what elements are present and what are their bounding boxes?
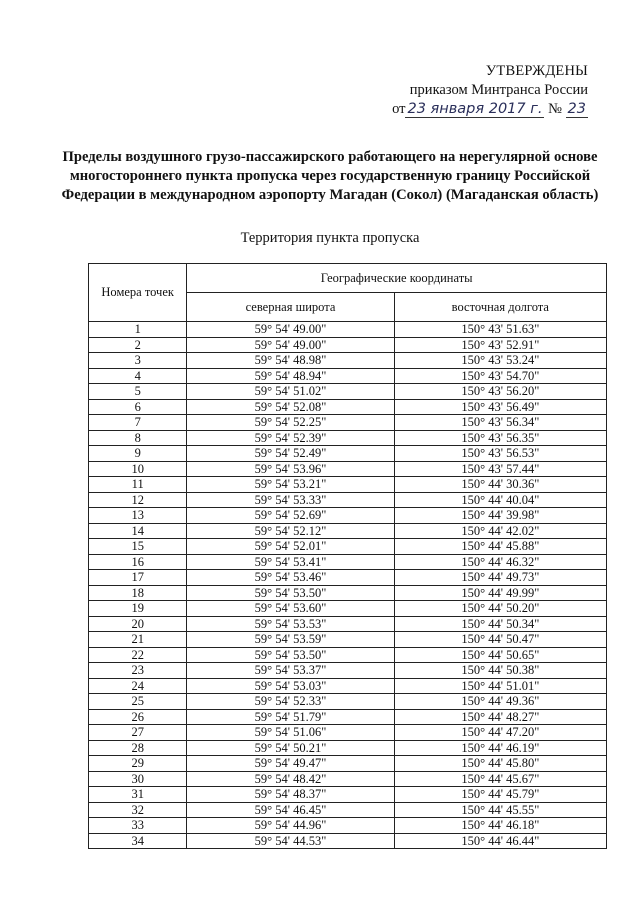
longitude-cell: 150° 44' 49.36": [394, 694, 606, 710]
point-number-cell: 15: [89, 539, 187, 555]
table-row: [89, 725, 607, 741]
table-row: [89, 368, 607, 384]
table-row: [89, 554, 607, 570]
table-row: [89, 601, 607, 617]
latitude-cell: 59° 54' 52.39": [187, 430, 394, 446]
latitude-cell: 59° 54' 49.47": [187, 756, 394, 772]
table-body: [89, 322, 607, 849]
handwritten-date: 23 января 2017 г.: [407, 101, 543, 117]
longitude-cell: 150° 43' 54.70": [394, 368, 606, 384]
latitude-cell: 59° 54' 53.37": [187, 663, 394, 679]
longitude-cell: 150° 44' 45.79": [394, 787, 606, 803]
longitude-cell: 150° 44' 50.34": [394, 616, 606, 632]
table-row: [89, 585, 607, 601]
point-number-cell: 22: [89, 647, 187, 663]
point-number-cell: 31: [89, 787, 187, 803]
point-number-cell: 9: [89, 446, 187, 462]
approval-order-line: приказом Минтранса России: [409, 82, 588, 98]
latitude-cell: 59° 54' 53.50": [187, 585, 394, 601]
table-row: [89, 430, 607, 446]
point-number-cell: 8: [89, 430, 187, 446]
point-number-cell: 32: [89, 802, 187, 818]
table-row: [89, 740, 607, 756]
latitude-cell: 59° 54' 48.98": [187, 353, 394, 369]
header-geo-coordinates: Географические координаты: [187, 264, 607, 293]
longitude-cell: 150° 44' 51.01": [394, 678, 606, 694]
table-row: [89, 539, 607, 555]
coordinates-table: [88, 263, 607, 849]
table-row: [89, 492, 607, 508]
latitude-cell: 59° 54' 53.96": [187, 461, 394, 477]
latitude-cell: 59° 54' 53.50": [187, 647, 394, 663]
point-number-cell: 11: [89, 477, 187, 493]
longitude-cell: 150° 44' 50.47": [394, 632, 606, 648]
table-row: [89, 771, 607, 787]
latitude-cell: 59° 54' 52.49": [187, 446, 394, 462]
table-row: [89, 632, 607, 648]
document-title: Пределы воздушного грузо-пассажирского работающего на нерегулярной основе многостороннего пункта пропуска через государственную границу Российской Федерации в международном аэропорту Магадан (Сокол) (Магаданская область): [61, 149, 599, 203]
point-number-cell: 33: [89, 818, 187, 834]
table-row: [89, 322, 607, 338]
approval-date-line: [392, 100, 588, 119]
table-row: [89, 647, 607, 663]
document-subtitle: Территория пункта пропуска: [240, 230, 420, 246]
point-number-cell: 27: [89, 725, 187, 741]
table-row: [89, 570, 607, 586]
longitude-cell: 150° 43' 56.53": [394, 446, 606, 462]
table-row: [89, 384, 607, 400]
latitude-cell: 59° 54' 46.45": [187, 802, 394, 818]
latitude-cell: 59° 54' 52.08": [187, 399, 394, 415]
point-number-cell: 6: [89, 399, 187, 415]
table-row: [89, 477, 607, 493]
longitude-cell: 150° 44' 45.67": [394, 771, 606, 787]
longitude-cell: 150° 44' 47.20": [394, 725, 606, 741]
latitude-cell: 59° 54' 52.69": [187, 508, 394, 524]
point-number-cell: 21: [89, 632, 187, 648]
point-number-cell: 13: [89, 508, 187, 524]
longitude-cell: 150° 44' 46.44": [394, 833, 606, 849]
number-prefix: №: [548, 101, 562, 117]
point-number-cell: 34: [89, 833, 187, 849]
point-number-cell: 10: [89, 461, 187, 477]
table-row: [89, 337, 607, 353]
table-row: [89, 523, 607, 539]
header-latitude: северная широта: [187, 293, 394, 322]
longitude-cell: 150° 44' 50.65": [394, 647, 606, 663]
table-row: [89, 353, 607, 369]
longitude-cell: 150° 44' 48.27": [394, 709, 606, 725]
latitude-cell: 59° 54' 53.53": [187, 616, 394, 632]
point-number-cell: 14: [89, 523, 187, 539]
longitude-cell: 150° 43' 57.44": [394, 461, 606, 477]
longitude-cell: 150° 44' 46.18": [394, 818, 606, 834]
latitude-cell: 59° 54' 52.25": [187, 415, 394, 431]
latitude-cell: 59° 54' 52.12": [187, 523, 394, 539]
point-number-cell: 29: [89, 756, 187, 772]
handwritten-number: 23: [567, 101, 586, 117]
latitude-cell: 59° 54' 48.37": [187, 787, 394, 803]
point-number-cell: 19: [89, 601, 187, 617]
table-row: [89, 694, 607, 710]
latitude-cell: 59° 54' 52.01": [187, 539, 394, 555]
longitude-cell: 150° 43' 56.34": [394, 415, 606, 431]
point-number-cell: 3: [89, 353, 187, 369]
longitude-cell: 150° 44' 45.88": [394, 539, 606, 555]
latitude-cell: 59° 54' 51.79": [187, 709, 394, 725]
latitude-cell: 59° 54' 53.33": [187, 492, 394, 508]
latitude-cell: 59° 54' 50.21": [187, 740, 394, 756]
table-row: [89, 833, 607, 849]
latitude-cell: 59° 54' 53.59": [187, 632, 394, 648]
table-row: [89, 508, 607, 524]
longitude-cell: 150° 44' 39.98": [394, 508, 606, 524]
approval-block: [392, 62, 588, 119]
table-row: [89, 802, 607, 818]
longitude-cell: 150° 44' 45.80": [394, 756, 606, 772]
point-number-cell: 5: [89, 384, 187, 400]
latitude-cell: 59° 54' 48.42": [187, 771, 394, 787]
table-row: [89, 446, 607, 462]
point-number-cell: 28: [89, 740, 187, 756]
latitude-cell: 59° 54' 51.06": [187, 725, 394, 741]
table-row: [89, 818, 607, 834]
latitude-cell: 59° 54' 53.21": [187, 477, 394, 493]
latitude-cell: 59° 54' 53.03": [187, 678, 394, 694]
point-number-cell: 1: [89, 322, 187, 338]
longitude-cell: 150° 44' 49.99": [394, 585, 606, 601]
point-number-cell: 12: [89, 492, 187, 508]
latitude-cell: 59° 54' 44.53": [187, 833, 394, 849]
longitude-cell: 150° 44' 45.55": [394, 802, 606, 818]
longitude-cell: 150° 44' 30.36": [394, 477, 606, 493]
latitude-cell: 59° 54' 53.41": [187, 554, 394, 570]
point-number-cell: 18: [89, 585, 187, 601]
longitude-cell: 150° 44' 46.19": [394, 740, 606, 756]
longitude-cell: 150° 44' 50.20": [394, 601, 606, 617]
latitude-cell: 59° 54' 51.02": [187, 384, 394, 400]
approval-heading: УТВЕРЖДЕНЫ: [485, 63, 588, 79]
table-row: [89, 663, 607, 679]
longitude-cell: 150° 43' 56.35": [394, 430, 606, 446]
latitude-cell: 59° 54' 49.00": [187, 322, 394, 338]
point-number-cell: 24: [89, 678, 187, 694]
point-number-cell: 16: [89, 554, 187, 570]
longitude-cell: 150° 43' 56.49": [394, 399, 606, 415]
table-row: [89, 678, 607, 694]
point-number-cell: 30: [89, 771, 187, 787]
longitude-cell: 150° 43' 51.63": [394, 322, 606, 338]
point-number-cell: 20: [89, 616, 187, 632]
table-row: [89, 415, 607, 431]
table-row: [89, 399, 607, 415]
latitude-cell: 59° 54' 48.94": [187, 368, 394, 384]
longitude-cell: 150° 43' 53.24": [394, 353, 606, 369]
longitude-cell: 150° 44' 50.38": [394, 663, 606, 679]
table-row: [89, 709, 607, 725]
table-row: [89, 461, 607, 477]
point-number-cell: 25: [89, 694, 187, 710]
longitude-cell: 150° 44' 42.02": [394, 523, 606, 539]
point-number-cell: 7: [89, 415, 187, 431]
table-row: [89, 787, 607, 803]
latitude-cell: 59° 54' 44.96": [187, 818, 394, 834]
table-row: [89, 756, 607, 772]
point-number-cell: 26: [89, 709, 187, 725]
latitude-cell: 59° 54' 53.60": [187, 601, 394, 617]
longitude-cell: 150° 43' 56.20": [394, 384, 606, 400]
latitude-cell: 59° 54' 53.46": [187, 570, 394, 586]
latitude-cell: 59° 54' 49.00": [187, 337, 394, 353]
date-prefix: от: [392, 101, 406, 117]
point-number-cell: 4: [89, 368, 187, 384]
longitude-cell: 150° 44' 46.32": [394, 554, 606, 570]
header-point-numbers: Номера точек: [89, 264, 187, 322]
longitude-cell: 150° 44' 49.73": [394, 570, 606, 586]
longitude-cell: 150° 44' 40.04": [394, 492, 606, 508]
header-longitude: восточная долгота: [394, 293, 606, 322]
point-number-cell: 23: [89, 663, 187, 679]
point-number-cell: 17: [89, 570, 187, 586]
table-row: [89, 616, 607, 632]
longitude-cell: 150° 43' 52.91": [394, 337, 606, 353]
latitude-cell: 59° 54' 52.33": [187, 694, 394, 710]
point-number-cell: 2: [89, 337, 187, 353]
